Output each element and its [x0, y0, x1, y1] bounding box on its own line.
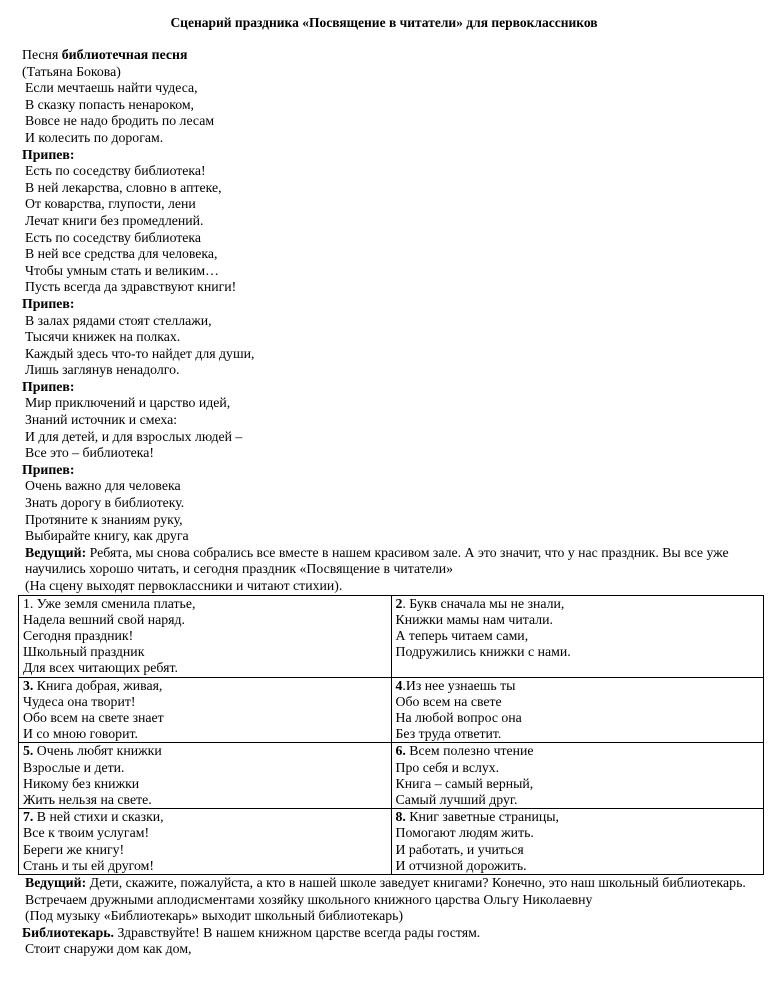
poem-line: Сегодня праздник!	[23, 628, 134, 643]
chorus-line: В ней лекарства, словно в аптеке,	[25, 179, 222, 195]
stage-direction: (На сцену выходят первоклассники и читают стихии).	[25, 578, 343, 593]
poem-line: И работать, и учиться	[395, 841, 524, 857]
poem-line: Обо всем на свете знает	[23, 710, 164, 726]
poem-line: Стань и ты ей другом!	[23, 857, 154, 873]
verse-line: Очень важно для человека	[25, 478, 181, 494]
poem-cell	[391, 743, 764, 809]
chorus-label: Припев:	[22, 461, 75, 477]
table-row	[19, 743, 764, 809]
verse-line: И колесить по дорогам.	[25, 129, 164, 145]
chorus-label: Припев:	[22, 378, 75, 394]
table-row	[19, 809, 764, 875]
poem-line: В ней стихи и сказки,	[33, 809, 164, 825]
song-label-plain: Песня	[22, 47, 62, 62]
verse-line: Знать дорогу в библиотеку.	[25, 495, 185, 511]
librarian-paragraph	[22, 925, 752, 942]
speaker-label: Ведущий:	[25, 544, 87, 560]
song-label-bold-2: песня	[148, 47, 188, 62]
song-author: (Татьяна Бокова)	[22, 63, 121, 79]
librarian-line: Стоит снаружи дом как дом,	[25, 941, 192, 957]
poem-line: Береги же книгу!	[23, 841, 125, 857]
poem-line: Подружились книжки с нами.	[395, 644, 571, 660]
poem-line: Обо всем на свете	[395, 693, 502, 709]
speaker-label: Библиотекарь.	[22, 924, 114, 940]
verse-line: Мир приключений и царство идей,	[25, 395, 231, 411]
poem-cell	[391, 677, 764, 743]
speaker-label: Ведущий:	[25, 875, 87, 891]
poem-number: 5.	[23, 743, 34, 759]
host-text: Ребята, мы снова собрались все вместе в нашем красивом зале. А это значит, что у нас праздник. Вы все уже научились хорошо читать, и сегодня праздник «Посвящение в читатели»	[25, 544, 729, 577]
poem-line: . Букв сначала мы не знали,	[402, 595, 565, 611]
poem-line: Книга – самый верный,	[395, 775, 534, 791]
poem-line: А теперь читаем сами,	[395, 628, 529, 643]
poem-line: Никому без книжки	[23, 775, 140, 791]
poem-line: Все к твоим услугам!	[23, 825, 150, 841]
poem-number: 4	[395, 677, 403, 693]
document-body	[22, 47, 752, 958]
poem-number: 6.	[395, 743, 406, 759]
poem-line: На любой вопрос она	[395, 710, 522, 726]
librarian-text: Здравствуйте! В нашем книжном царстве всегда рады гостям.	[114, 924, 481, 940]
poem-number: 1.	[23, 595, 34, 611]
poem-cell	[391, 809, 764, 875]
poem-number: 8.	[395, 809, 406, 825]
verse-line: В сказку попасть ненароком,	[25, 96, 195, 112]
verse-line: Каждый здесь что-то найдет для души,	[25, 345, 255, 361]
chorus-line: От коварства, глупости, лени	[25, 196, 196, 212]
poem-line: Всем полезно чтение	[405, 743, 534, 759]
poem-line: Книга добрая, живая,	[33, 677, 163, 693]
song-label	[22, 47, 752, 64]
verse-line: Если мечтаешь найти чудеса,	[25, 80, 198, 96]
poem-line: Очень любят книжки	[33, 743, 162, 759]
verse-line: Лишь заглянув ненадолго.	[25, 362, 180, 378]
chorus-line: В ней все средства для человека,	[25, 246, 218, 262]
table-row	[19, 677, 764, 743]
poem-line: Жить нельзя на свете.	[23, 792, 152, 808]
poem-line: Помогают людям жить.	[395, 825, 534, 841]
document-title: Сценарий праздника «Посвящение в читатели» для первоклассников	[170, 15, 598, 30]
verse-line: Тысячи книжек на полках.	[25, 329, 181, 345]
poem-line: Самый лучший друг.	[395, 792, 518, 808]
poem-line: Надела вешний свой наряд.	[23, 611, 185, 627]
chorus-line: Чтобы умным стать и великим…	[25, 262, 219, 278]
chorus-line: Есть по соседству библиотека!	[25, 163, 206, 179]
poem-line: Взрослые и дети.	[23, 759, 125, 775]
verse-line: Протяните к знаниям руку,	[25, 511, 183, 527]
poem-cell	[391, 595, 764, 677]
verse-line: Вовсе не надо бродить по лесам	[25, 113, 215, 129]
poem-line: Про себя и вслух.	[395, 759, 500, 775]
host-paragraph	[22, 875, 752, 908]
poem-line: Книг заветные страницы,	[405, 809, 559, 825]
chorus-line: Есть по соседству библиотека	[25, 229, 202, 245]
poems-table	[18, 595, 764, 875]
table-row	[19, 595, 764, 677]
poem-line: Уже земля сменила платье,	[33, 595, 196, 611]
chorus-line: Лечат книги без промедлений.	[25, 212, 204, 228]
poem-line: Книжки мамы нам читали.	[395, 611, 553, 627]
chorus-label: Припев:	[22, 295, 75, 311]
poem-line: Школьный праздник	[23, 644, 145, 660]
poem-line: И отчизной дорожить.	[395, 857, 527, 873]
host-text: Дети, скажите, пожалуйста, а кто в нашей школе заведует книгами? Конечно, это наш школьный библиотекарь. Встречаем дружными аплодисментами хозяйку школьного книжного царства Ольгу Николаевну	[25, 875, 746, 907]
poem-line: Без труда ответит.	[395, 726, 502, 742]
verse-line: Знаний источник и смеха:	[25, 412, 178, 428]
poem-cell	[19, 595, 392, 677]
poem-number: 7.	[23, 809, 34, 825]
poem-cell	[19, 809, 392, 875]
verse-line: Выбирайте книгу, как друга	[25, 528, 189, 544]
chorus-label: Припев:	[22, 146, 75, 162]
poem-number: 2	[395, 595, 403, 611]
poem-line: Чудеса она творит!	[23, 693, 136, 709]
poem-line: Для всех читающих ребят.	[23, 660, 178, 676]
poem-line: .Из нее узнаешь ты	[402, 677, 516, 693]
chorus-line: Пусть всегда да здравствуют книги!	[25, 279, 237, 295]
host-paragraph	[22, 545, 752, 578]
poem-cell	[19, 677, 392, 743]
stage-direction: (Под музыку «Библиотекарь» выходит школьный библиотекарь)	[25, 908, 404, 924]
poem-number: 3.	[23, 677, 34, 693]
poem-line: И со мною говорит.	[23, 726, 138, 742]
poem-cell	[19, 743, 392, 809]
verse-line: И для детей, и для взрослых людей –	[25, 428, 243, 444]
song-label-bold: библиотечная	[61, 47, 149, 62]
verse-line: В залах рядами стоят стеллажи,	[25, 312, 212, 328]
verse-line: Все это – библиотека!	[25, 445, 154, 461]
